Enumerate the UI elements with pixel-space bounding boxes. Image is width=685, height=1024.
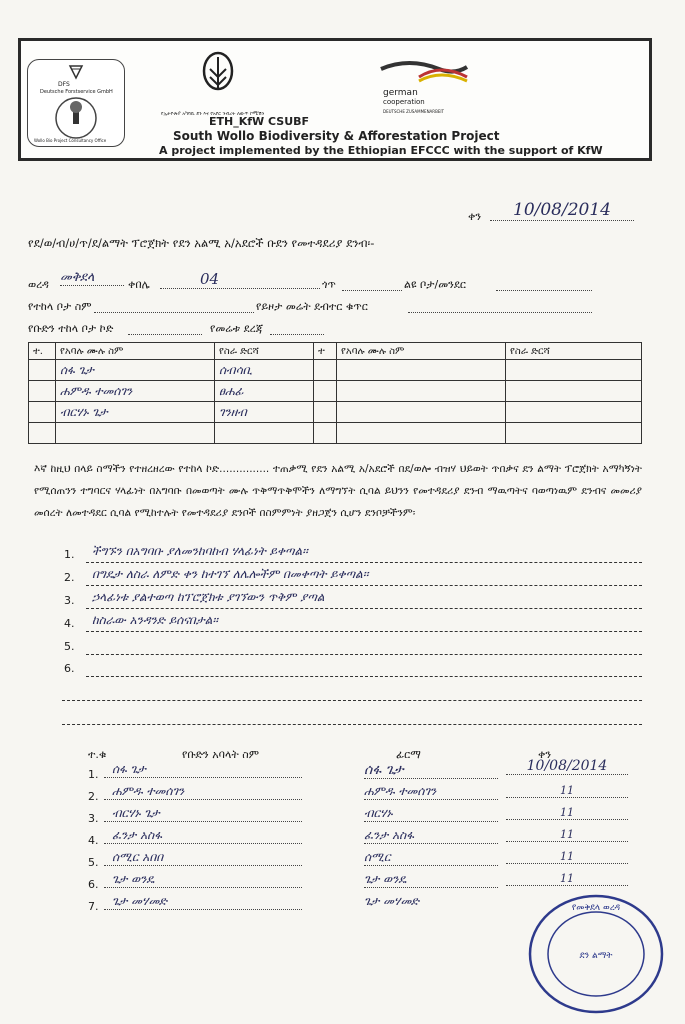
giz-line-3: DEUTSCHE ZUSAMMENARBEIT <box>383 109 444 114</box>
member-name: ሰሚር አበበ <box>104 850 302 866</box>
special-place-label: ልዩ ቦታ/መንደር <box>404 278 467 291</box>
efccc-leaf-icon <box>195 47 241 109</box>
date-label: ቀን <box>468 210 482 223</box>
project-code: ETH_KfW CSUBF <box>209 115 310 128</box>
woreda-label: ወረዳ <box>28 278 49 291</box>
rule-text: ከስራው አንዳንድ ይሰናበታል፡፡ <box>92 613 218 627</box>
rule-number: 6. <box>64 662 75 675</box>
members-header-no: ተ.ቁ <box>88 748 107 761</box>
stamp-inner-text: ደን ልማት <box>579 951 613 961</box>
table-row <box>29 423 642 444</box>
member-name: ጌታ መሃመድ <box>104 894 302 910</box>
project-implementation: A project implemented by the Ethiopian EFCCC with the support of KfW <box>159 144 603 157</box>
members-header-date: ቀን <box>538 748 552 761</box>
dfs-logo-box <box>27 59 125 147</box>
member-no: 5. <box>88 856 99 869</box>
member-role-cell: ፀሐፊ <box>215 381 314 402</box>
member-no: 3. <box>88 812 99 825</box>
kebele-label: ቀበሌ <box>128 278 150 291</box>
member-role-cell: ሰብሳቢ <box>215 360 314 381</box>
table-row <box>29 360 642 381</box>
member-role-cell <box>215 423 314 444</box>
member-date: 11 <box>506 850 628 864</box>
giz-line-1: german <box>383 88 418 98</box>
member-no: 1. <box>88 768 99 781</box>
giz-line-2: cooperation <box>383 98 425 106</box>
member-no: 6. <box>88 878 99 891</box>
efccc-amharic-name: የኢትዮጵያ አካባቢ ደን እና የአየር ንብረት ለውጥ ኮሚሽን <box>161 111 265 117</box>
member-name: ፈንታ አስፋ <box>104 828 302 844</box>
col-header-role-2: የስራ ድርሻ <box>506 343 642 360</box>
dfs-logo-icon <box>28 60 124 146</box>
rule-text: ኃላፊነቱ ያልተወጣ ከፕሮጀክቱ ያገኘውን ጥቅም ያጣል <box>92 590 325 604</box>
giz-logo-icon <box>379 59 469 91</box>
special-place-field <box>496 286 592 291</box>
member-signature: ፈንታ አስፋ <box>364 828 498 844</box>
member-date: 11 <box>506 872 628 886</box>
land-class-label: የመሬቱ ደረጃ <box>210 322 264 335</box>
member-no: 4. <box>88 834 99 847</box>
rule-number: 2. <box>64 571 75 584</box>
dfs-caption: Deutsche Forstservice GmbH <box>40 89 113 95</box>
member-signature: ሰሚር <box>364 850 498 866</box>
rule-text: ችግኙን በአግባቡ ያለመንከባከብ ሃላፊነት ይቀጣል፡፡ <box>92 544 308 558</box>
member-name-cell <box>56 423 215 444</box>
col-header-no: ተ. <box>29 343 56 360</box>
table-header-row <box>29 343 642 360</box>
land-title-label: የይዞታ መሬት ደብተር ቁጥር <box>256 300 368 313</box>
planting-site-field <box>94 308 254 313</box>
member-roles-table <box>28 342 642 444</box>
member-date: 10/08/2014 <box>506 758 628 775</box>
col-header-no-2: ተ <box>314 343 337 360</box>
rule-number: 5. <box>64 640 75 653</box>
got-label: ጎጥ <box>322 278 336 291</box>
member-name: ሐምዱ ተመሰገን <box>104 784 302 800</box>
member-name: ሰፋ ጌታ <box>104 762 302 778</box>
member-date: 11 <box>506 784 628 798</box>
members-header-name: የቡድን አባላት ስም <box>182 748 259 761</box>
rule-number: 4. <box>64 617 75 630</box>
rule-number: 3. <box>64 594 75 607</box>
member-signature: ጌታ መሃመድ <box>364 894 420 908</box>
member-signature: ሰፋ ጌታ <box>364 762 498 779</box>
member-date: 11 <box>506 806 628 820</box>
agreement-paragraph: እኛ ከዚህ በላይ ስማችን የተዘረዘረው የተከላ ኮድ............... ተጠቃሚ የደን አልሚ አ/አደሮች በደ/ወሎ ብዝሃ ህይወት ጥበቃና ደን ልማት ፕሮጀክት አማካኝነት የሚሰጠንን ተግባርና ሃላፊነት በአግባቡ በመወጣት ሙሉ ጥቅማጥቅሞችን ለማግኘት ሲባል ይህንን የመተዳደሪያ ደንብ ማዉጣትና ባወጣነዉም ደንብና መመሪያ መሰረት ለመተዳደር ሲባል የሚከተሉት የመተዳደሪያ ደንቦች በስምምነት ያዘጋጀን ሲሆን ደንቦቻችንም፡ <box>34 463 642 519</box>
members-header-signature: ፊርማ <box>396 748 421 761</box>
member-no: 7. <box>88 900 99 913</box>
planting-site-label: የተከላ ቦታ ስም <box>28 300 92 313</box>
member-no: 2. <box>88 790 99 803</box>
date-value: 10/08/2014 <box>490 200 634 221</box>
rule-number: 1. <box>64 548 75 561</box>
col-header-role: የስራ ድርሻ <box>215 343 314 360</box>
member-name-cell: ብርሃኑ ጌታ <box>56 402 215 423</box>
official-stamp-icon <box>520 888 670 1018</box>
group-code-field <box>128 330 202 335</box>
member-date: 11 <box>506 828 628 842</box>
member-name-cell: ሰፋ ጌታ <box>56 360 215 381</box>
form-title: የደ/ወ/ብ/ሀ/ጥ/ደ/ልማት ፕሮጀክት የደን አልሚ አ/አደሮች ቡደን የመተዳደሪያ ደንብ፡- <box>28 236 375 250</box>
stamp-outer-text: የመቅደላ ወረዳ <box>571 903 621 913</box>
seal-caption: Wollo Bio Project Consultancy Office <box>34 138 107 143</box>
table-row <box>29 381 642 402</box>
kebele-value: 04 <box>160 270 320 289</box>
table-row <box>29 402 642 423</box>
woreda-value: መቅደላ <box>60 270 124 286</box>
col-header-name: የአባሉ ሙሉ ስም <box>56 343 215 360</box>
project-name: South Wollo Biodiversity & Afforestation Project <box>173 129 500 143</box>
col-header-name-2: የአባሉ ሙሉ ስም <box>337 343 506 360</box>
dfs-name: DFS <box>58 81 70 88</box>
giz-text <box>383 89 444 116</box>
member-name: ጌታ ወንዴ <box>104 872 302 888</box>
member-signature: ብርሃኑ <box>364 806 498 822</box>
member-role-cell: ገንዘብ <box>215 402 314 423</box>
land-title-field <box>408 308 592 313</box>
member-signature: ሐምዱ ተመሰገን <box>364 784 498 800</box>
member-name-cell: ሐምዱ ተመሰገን <box>56 381 215 402</box>
rule-text: በግዴታ ለስራ ለምድ ቀን ከተገኘ ለሌሎችም በመቀጣት ይቀጣል፡፡ <box>92 567 369 581</box>
group-code-label: የቡድን ተከላ ቦታ ኮድ <box>28 322 114 335</box>
member-name: ብርሃኑ ጌታ <box>104 806 302 822</box>
project-header <box>18 38 652 161</box>
got-field <box>342 286 402 291</box>
land-class-field <box>270 330 324 335</box>
member-signature: ጌታ ወንዴ <box>364 872 498 888</box>
